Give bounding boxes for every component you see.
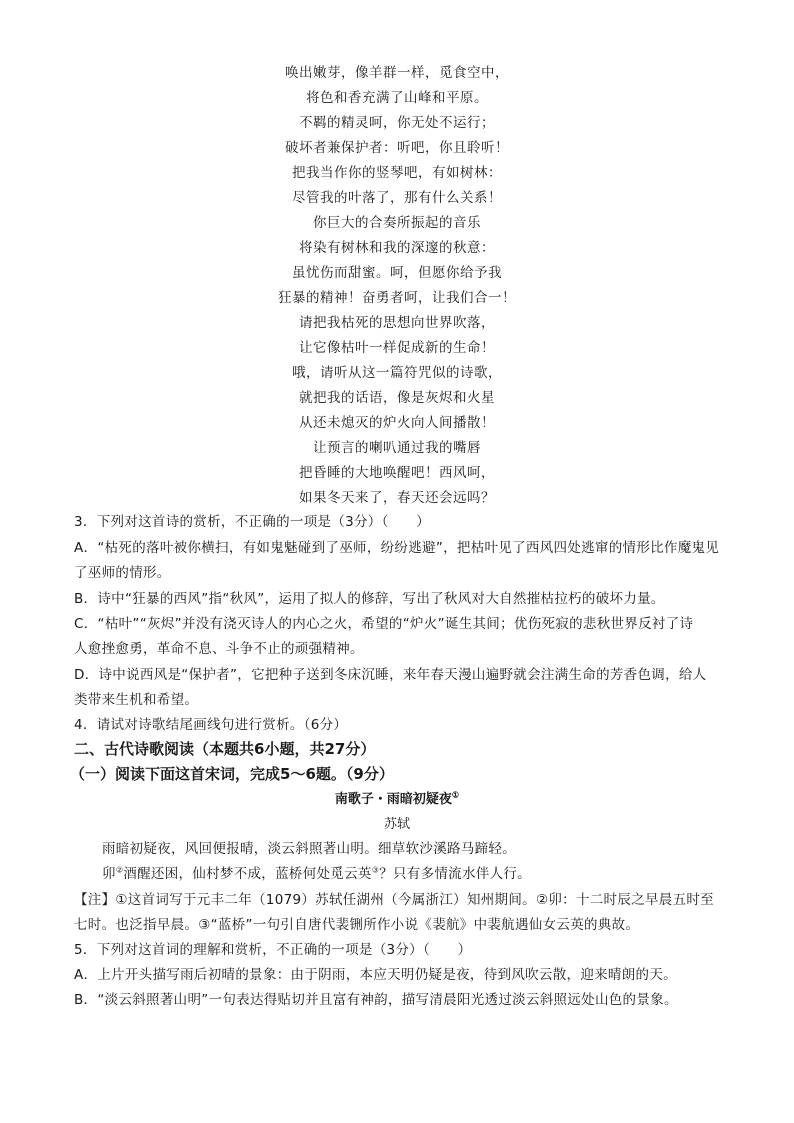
poem-line: 把昏睡的大地唤醒吧！西风呵， <box>299 465 495 481</box>
ci-line: 雨暗初疑夜，风回便报晴，淡云斜照著山明。细草软沙溪路马蹄轻。 <box>102 841 516 857</box>
poem-line: 将色和香充满了山峰和平原。 <box>306 90 488 106</box>
poem-line: 如果冬天来了，春天还会远吗？ <box>299 490 495 506</box>
question-5-option-b: B．“淡云斜照著山明”一句表达得贴切并且富有神韵，描写清晨阳光透过淡云斜照远处山色的景象。 <box>74 992 678 1008</box>
poem-line: 虽忧伤而甜蜜。呵，但愿你给予我 <box>292 265 502 281</box>
poem-line: 狂暴的精神！奋勇者呵，让我们合一！ <box>278 290 516 306</box>
annotation-note-cont: 七时。也泛指早晨。③“蓝桥”一句引自唐代裴铏所作小说《裴航》中裴航遇仙女云英的典故。 <box>74 917 640 933</box>
poem-line: 从还未熄灭的炉火向人间播散！ <box>299 415 495 431</box>
question-3-option-d: D．诗中说西风是“保护者”，它把种子送到冬床沉睡，来年春天漫山遍野就会注满生命的芳香色调，给人 <box>74 667 707 683</box>
footnote-mark: ③ <box>371 865 380 875</box>
question-3-option-b: B．诗中“狂暴的西风”指“秋风”，运用了拟人的修辞，写出了秋风对大自然摧枯拉朽的破坏力量。 <box>74 591 665 607</box>
poem-line: 尽管我的叶落了，那有什么关系！ <box>292 190 502 206</box>
question-3-option-a-cont: 了巫师的情形。 <box>74 565 171 581</box>
poem-line: 破坏者兼保护者：听吧，你且聆听！ <box>285 140 509 156</box>
poem-line: 哦，请听从这一篇符咒似的诗歌， <box>292 365 502 381</box>
ci-author: 苏轼 <box>383 817 410 832</box>
subsection-heading: （一）阅读下面这首宋词，完成5～6题。（9分） <box>70 765 394 783</box>
ci-title: 南歌子・雨暗初疑夜① <box>334 789 460 807</box>
ci-line: 卯②酒醒还困，仙村梦不成，蓝桥何处觅云英③？只有多情流水伴人行。 <box>102 865 531 882</box>
question-5-stem: 5．下列对这首词的理解和赏析，不正确的一项是（3分）（ ） <box>74 942 472 958</box>
question-3-stem: 3．下列对这首诗的赏析，不正确的一项是（3分）（ ） <box>74 514 431 530</box>
question-3-option-a: A．“枯死的落叶被你横扫，有如鬼魅碰到了巫师，纷纷逃避”，把枯叶见了西风四处逃窜的情形比作魔鬼见 <box>74 540 720 556</box>
poem-line: 就把我的话语，像是灰烬和火星 <box>299 390 495 406</box>
question-3-option-c: C．“枯叶”“灰烬”并没有浇灭诗人的内心之火，希望的“炉火”诞生其间；优伤死寂的悲秋世界反衬了诗 <box>74 616 694 632</box>
footnote-mark: ② <box>115 865 124 875</box>
section-heading: 二、古代诗歌阅读（本题共6小题，共27分） <box>74 740 376 758</box>
footnote-mark: ① <box>451 789 460 800</box>
annotation-note: 【注】①这首词写于元丰二年（1079）苏轼任湖州（今属浙江）知州期间。②卯：十二时辰之早晨五时至 <box>74 892 714 908</box>
question-4-stem: 4．请试对诗歌结尾画线句进行赏析。（6分） <box>74 717 348 733</box>
question-5-option-a: A．上片开头描写雨后初晴的景象：由于阴雨，本应天明仍疑是夜，待到风吹云散，迎来晴朗的天。 <box>74 967 677 983</box>
poem-line: 你巨大的合奏所振起的音乐 <box>313 215 481 231</box>
poem-line: 将染有树林和我的深邃的秋意： <box>299 240 495 256</box>
question-3-option-c-cont: 人愈挫愈勇，革命不息、斗争不止的顽强精神。 <box>74 641 364 657</box>
poem-line: 请把我枯死的思想向世界吹落， <box>299 315 495 331</box>
poem-line: 让预言的喇叭通过我的嘴唇 <box>313 440 481 456</box>
poem-line: 让它像枯叶一样促成新的生命！ <box>299 340 495 356</box>
question-3-option-d-cont: 类带来生机和希望。 <box>74 692 199 708</box>
poem-line: 把我当作你的竖琴吧，有如树林： <box>292 165 502 181</box>
poem-line: 不羁的精灵呵，你无处不运行； <box>299 115 495 131</box>
poem-line: 唤出嫩芽，像羊群一样，觅食空中， <box>285 65 509 81</box>
